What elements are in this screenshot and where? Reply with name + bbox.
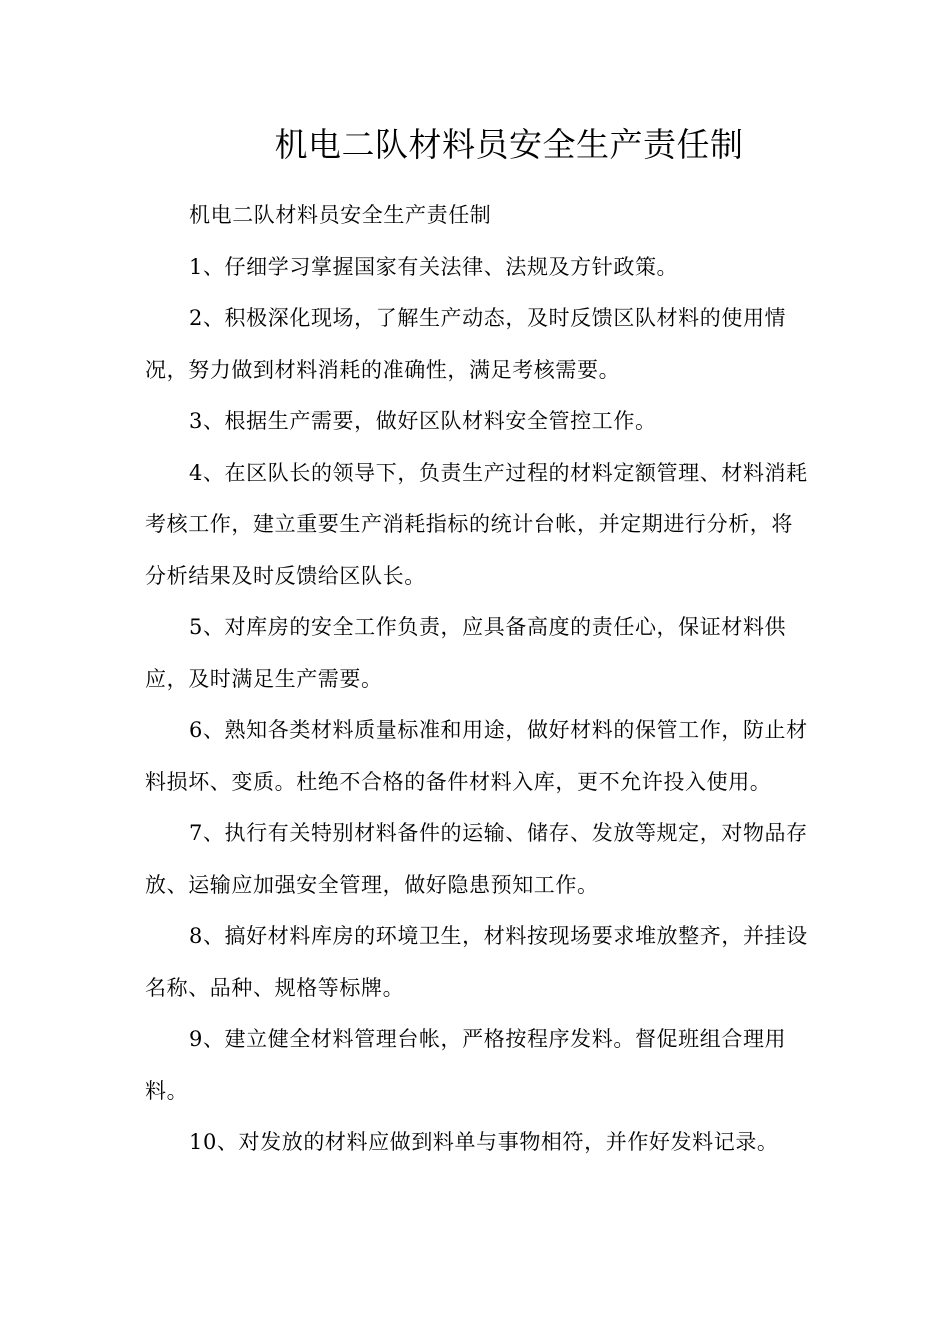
- paragraph-item-7: 7、执行有关特别材料备件的运输、储存、发放等规定，对物品存放、运输应加强安全管理，做好隐患预知工作。: [145, 821, 808, 897]
- paragraph-item-3: 3、根据生产需要，做好区队材料安全管控工作。: [189, 409, 657, 433]
- paragraph-subtitle: 机电二队材料员安全生产责任制: [189, 203, 492, 227]
- paragraph-item-4: 4、在区队长的领导下，负责生产过程的材料定额管理、材料消耗考核工作，建立重要生产消耗指标的统计台帐，并定期进行分析，将分析结果及时反馈给区队长。: [145, 460, 808, 588]
- document-title: [0, 122, 950, 168]
- paragraph-item-8: 8、搞好材料库房的环境卫生，材料按现场要求堆放整齐，并挂设名称、品种、规格等标牌。: [145, 924, 808, 1000]
- paragraph-item-10: 10、对发放的材料应做到料单与事物相符，并作好发料记录。: [189, 1130, 779, 1154]
- paragraph-item-1: 1、仔细学习掌握国家有关法律、法规及方针政策。: [189, 254, 679, 279]
- paragraph-item-2: 2、积极深化现场，了解生产动态，及时反馈区队材料的使用情况，努力做到材料消耗的准确性，满足考核需要。: [145, 306, 787, 382]
- paragraph-item-9: 9、建立健全材料管理台帐，严格按程序发料。督促班组合理用料。: [145, 1027, 787, 1103]
- document-title-text: 机电二队材料员安全生产责任制: [274, 125, 744, 164]
- document-body: [145, 190, 810, 1169]
- paragraph-item-5: 5、对库房的安全工作负责，应具备高度的责任心，保证材料供应，及时满足生产需要。: [145, 615, 787, 691]
- paragraph-item-6: 6、熟知各类材料质量标准和用途，做好材料的保管工作，防止材料损坏、变质。杜绝不合格的备件材料入库，更不允许投入使用。: [145, 718, 808, 794]
